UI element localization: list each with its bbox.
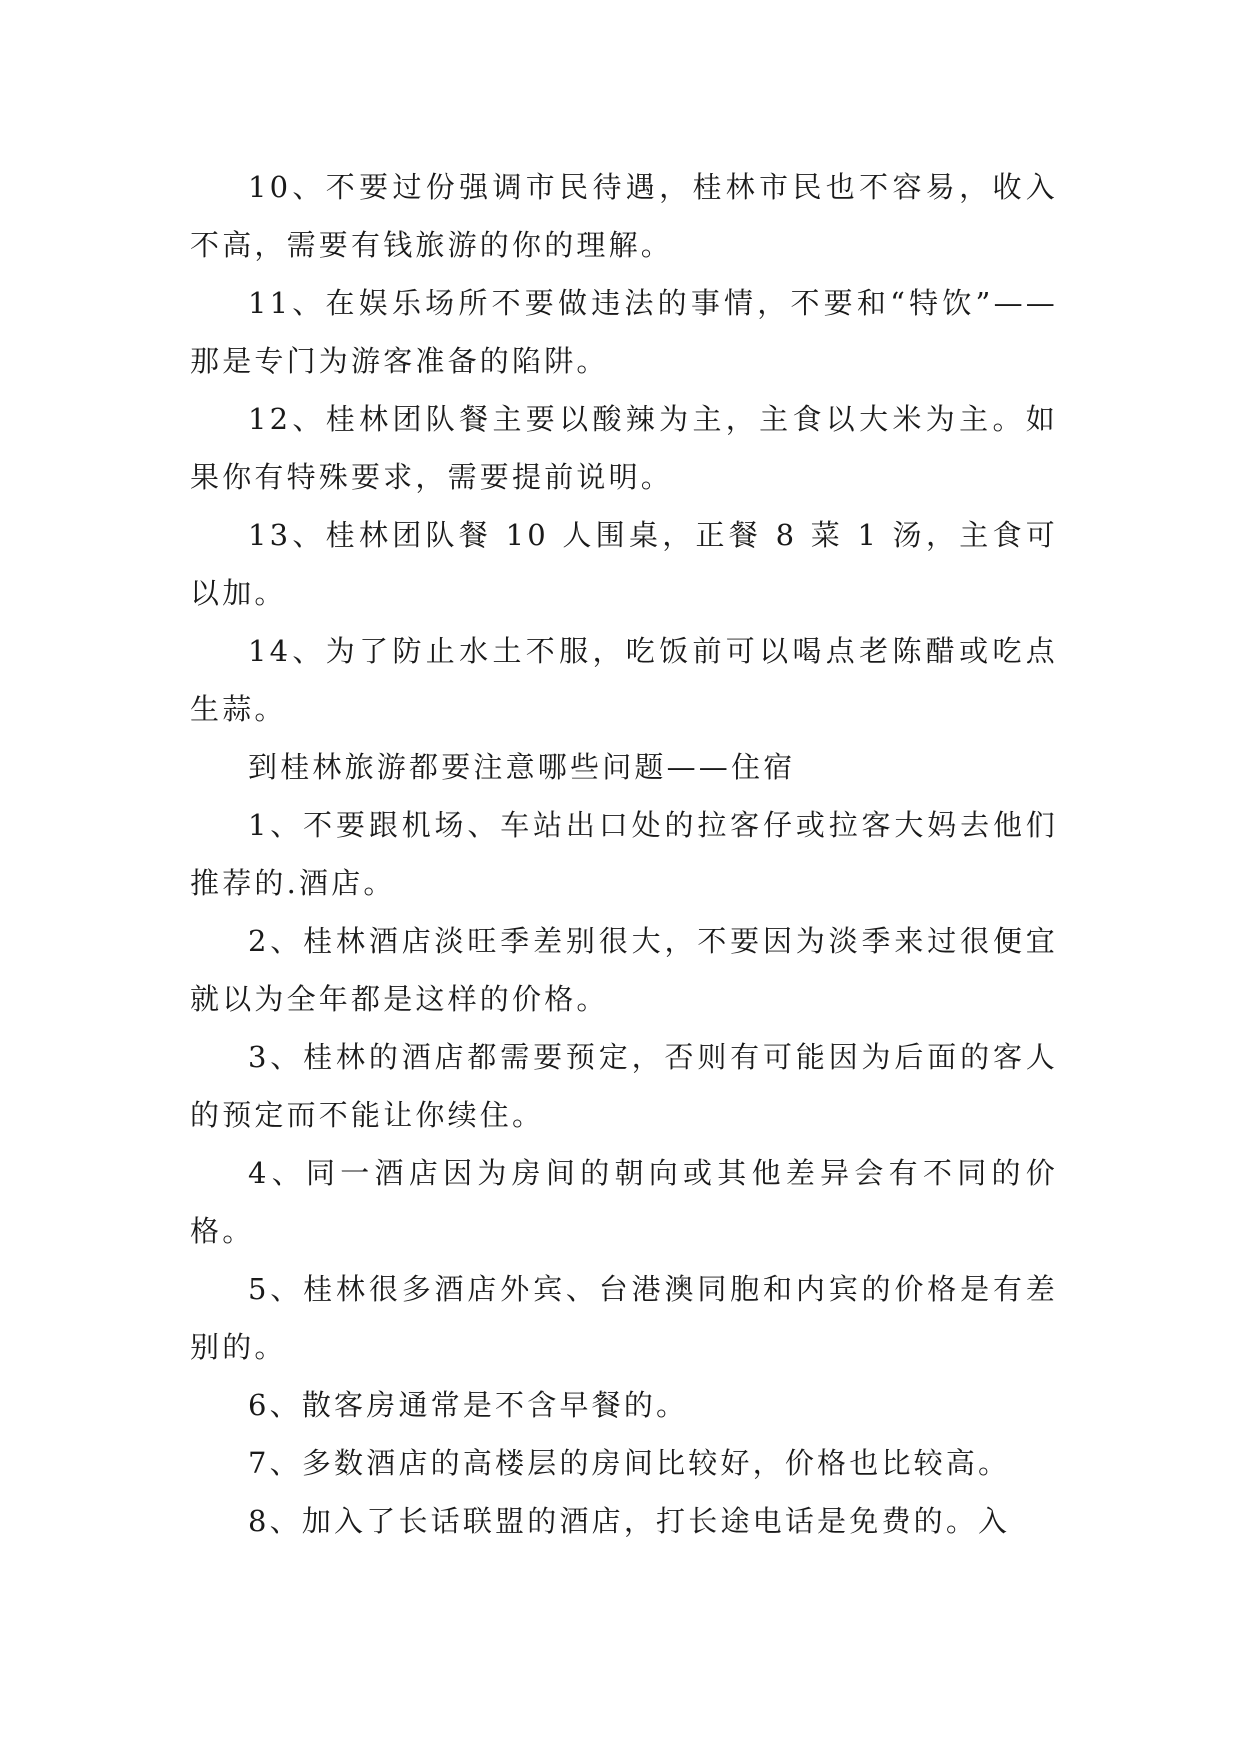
paragraph: 2、桂林酒店淡旺季差别很大，不要因为淡季来过很便宜就以为全年都是这样的价格。 <box>190 924 1058 1016</box>
paragraph: 10、不要过份强调市民待遇，桂林市民也不容易，收入不高，需要有钱旅游的你的理解。 <box>190 170 1058 262</box>
paragraph: 4、同一酒店因为房间的朝向或其他差异会有不同的价格。 <box>190 1156 1058 1248</box>
paragraph: 8、加入了长话联盟的酒店，打长途电话是免费的。入 <box>248 1504 1011 1538</box>
paragraph: 6、散客房通常是不含早餐的。 <box>248 1388 689 1422</box>
paragraph: 14、为了防止水土不服，吃饭前可以喝点老陈醋或吃点生蒜。 <box>190 634 1058 726</box>
paragraph: 7、多数酒店的高楼层的房间比较好，价格也比较高。 <box>248 1446 1011 1480</box>
document-body <box>190 158 1058 1550</box>
section-heading: 到桂林旅游都要注意哪些问题——住宿 <box>248 750 796 784</box>
paragraph: 12、桂林团队餐主要以酸辣为主，主食以大米为主。如果你有特殊要求，需要提前说明。 <box>190 402 1058 494</box>
paragraph: 1、不要跟机场、车站出口处的拉客仔或拉客大妈去他们推荐的.酒店。 <box>190 808 1058 900</box>
paragraph: 3、桂林的酒店都需要预定，否则有可能因为后面的客人的预定而不能让你续住。 <box>190 1040 1058 1132</box>
paragraph: 13、桂林团队餐 10 人围桌，正餐 8 菜 1 汤，主食可以加。 <box>190 518 1058 610</box>
paragraph: 5、桂林很多酒店外宾、台港澳同胞和内宾的价格是有差别的。 <box>190 1272 1058 1364</box>
paragraph: 11、在娱乐场所不要做违法的事情，不要和“特饮”——那是专门为游客准备的陷阱。 <box>190 286 1058 378</box>
